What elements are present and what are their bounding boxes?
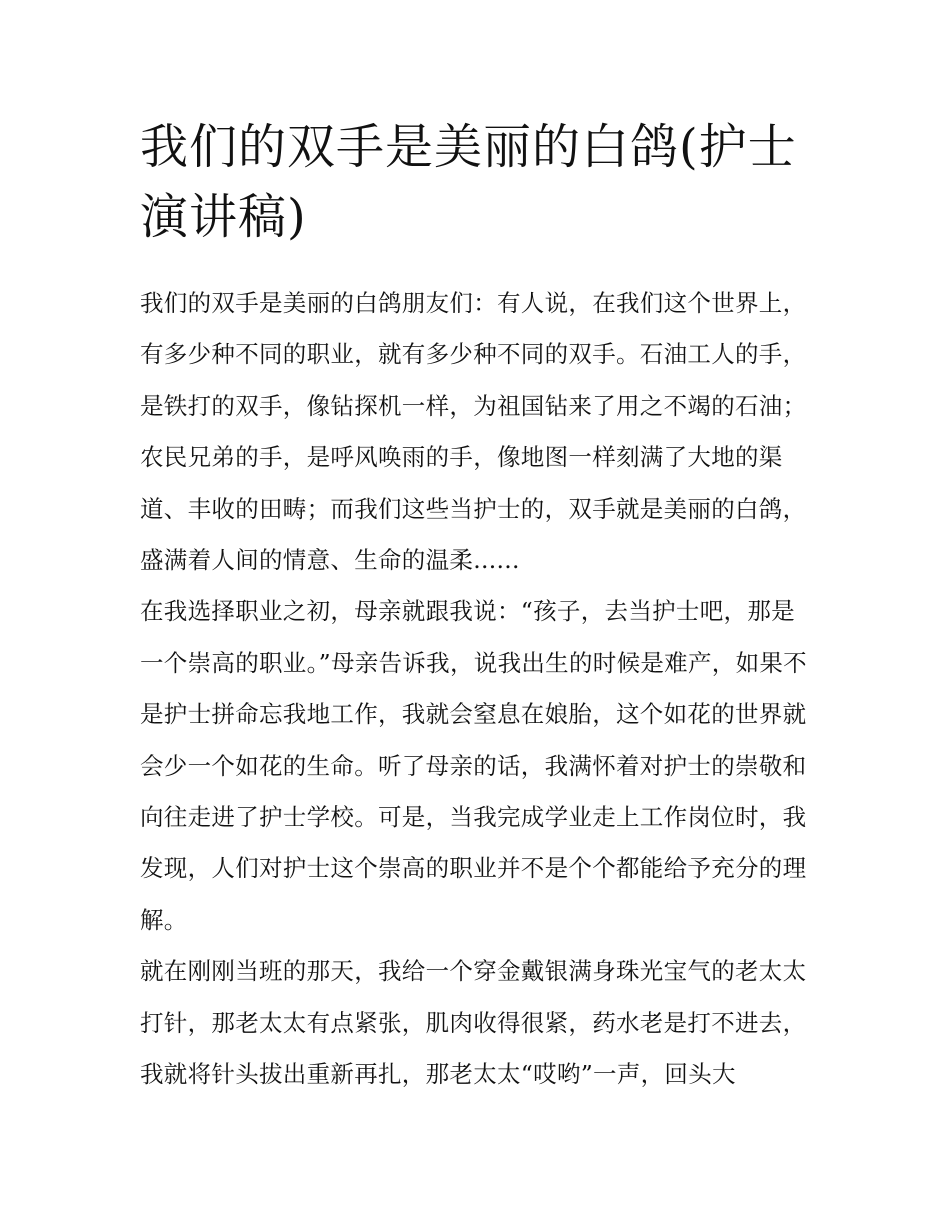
document-title: 我们的双手是美丽的白鸽(护士演讲稿) xyxy=(140,119,797,245)
document-page xyxy=(140,112,812,1101)
paragraph-3: 就在刚刚当班的那天，我给一个穿金戴银满身珠光宝气的老太太打针，那老太太有点紧张，肌肉收得很紧，药水老是打不进去，我就将针头拔出重新再扎，那老太太“哎哟”一声，回头大 xyxy=(140,957,807,1089)
document-body xyxy=(140,278,812,1101)
paragraph-1: 我们的双手是美丽的白鸽朋友们：有人说，在我们这个世界上，有多少种不同的职业，就有多少种不同的双手。石油工人的手，是铁打的双手，像钻探机一样，为祖国钻来了用之不竭的石油；农民兄弟的手，是呼风唤雨的手，像地图一样刻满了大地的渠道、丰收的田畴；而我们这些当护士的，双手就是美丽的白鸽，盛满着人间的情意、生命的温柔...... xyxy=(140,289,807,575)
paragraph-2: 在我选择职业之初，母亲就跟我说：“孩子，去当护士吧，那是一个崇高的职业。”母亲告诉我，说我出生的时候是难产，如果不是护士拼命忘我地工作，我就会窒息在娘胎，这个如花的世界就会少一个如花的生命。听了母亲的话，我满怀着对护士的崇敬和向往走进了护士学校。可是，当我完成学业走上工作岗位时，我发现，人们对护士这个崇高的职业并不是个个都能给予充分的理解。 xyxy=(140,597,807,934)
